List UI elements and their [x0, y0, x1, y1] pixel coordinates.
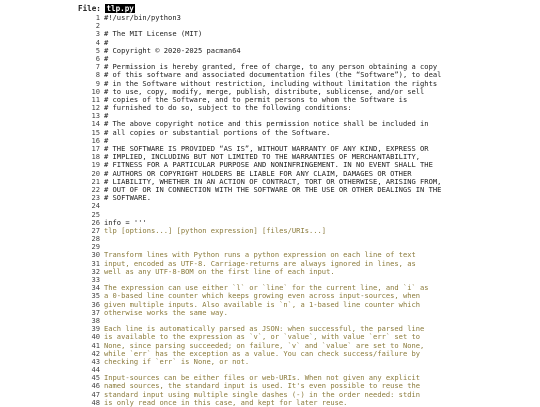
code-line [86, 30, 441, 38]
line-number: 35 [91, 291, 100, 301]
line-text: standard input using multiple single dashes (-) in the order needed: stdin [104, 389, 421, 399]
line-number: 30 [91, 250, 100, 260]
line-text: # of this software and associated documentation files (the “Software”), to deal [104, 70, 442, 80]
line-number: 9 [95, 78, 100, 88]
code-line [86, 235, 441, 243]
line-number: 2 [95, 21, 100, 31]
line-text: # OUT OF OR IN CONNECTION WITH THE SOFTWARE OR THE USE OR OTHER DEALINGS IN THE [104, 184, 442, 194]
code-line [86, 14, 441, 22]
line-number: 21 [91, 176, 100, 186]
line-text: # Permission is hereby granted, free of charge, to any person obtaining a copy [104, 62, 438, 72]
line-text: otherwise works the same way. [104, 307, 228, 317]
line-number: 44 [91, 365, 100, 375]
code-line [86, 194, 441, 202]
line-number: 7 [95, 62, 100, 72]
line-text: # The above copyright notice and this permission notice shall be included in [104, 119, 429, 129]
line-text: # THE SOFTWARE IS PROVIDED “AS IS”, WITHOUT WARRANTY OF ANY KIND, EXPRESS OR [104, 144, 429, 153]
line-number: 4 [95, 37, 100, 47]
line-number: 20 [91, 168, 100, 178]
line-number: 3 [95, 29, 100, 39]
line-text: # FITNESS FOR A PARTICULAR PURPOSE AND NONINFRINGEMENT. IN NO EVENT SHALL THE [104, 160, 433, 170]
line-text: #!/usr/bin/python3 [104, 13, 181, 22]
line-text: a 0-based line counter which keeps growing even across input-sources, when [104, 291, 421, 301]
line-number: 37 [91, 307, 100, 317]
line-number: 6 [95, 53, 100, 63]
line-number: 41 [91, 340, 100, 350]
line-number: 43 [91, 356, 100, 366]
line-text: well as any UTF-8-BOM on the first line of each input. [104, 266, 335, 276]
line-number: 28 [91, 234, 100, 244]
line-text: # SOFTWARE. [104, 193, 151, 203]
line-number: 11 [91, 94, 100, 104]
line-number: 19 [91, 160, 100, 170]
line-text: Each line is automatically parsed as JSON: when successful, the parsed line [104, 324, 425, 334]
line-text: while `err` has the exception as a value. You can check success/failure by [104, 348, 421, 358]
line-number: 47 [91, 389, 100, 399]
file-name: tlp.py [106, 4, 134, 13]
line-text: # IMPLIED, INCLUDING BUT NOT LIMITED TO THE WARRANTIES OF MERCHANTABILITY, [104, 152, 421, 162]
line-number: 8 [95, 70, 100, 80]
line-text: # [104, 37, 109, 47]
line-number: 12 [91, 103, 100, 113]
line-number: 32 [91, 266, 100, 276]
line-text: # [104, 111, 109, 121]
line-number: 48 [91, 397, 100, 407]
line-text: checking if `err` is None, or not. [104, 356, 250, 366]
line-text: # [104, 135, 109, 145]
code-line [86, 202, 441, 210]
code-view[interactable] [86, 14, 441, 407]
line-text: named sources, the standard input is used. It's even possible to reuse the [104, 381, 421, 391]
line-text: info = ''' [104, 217, 147, 227]
code-line [86, 227, 441, 235]
line-number: 5 [95, 45, 100, 55]
line-number: 42 [91, 348, 100, 358]
line-text: is available to the expression as `v`, or `value`, with value `err` set to [104, 332, 421, 342]
line-text: # in the Software without restriction, including without limitation the rights [104, 78, 438, 88]
line-number: 23 [91, 193, 100, 203]
line-number: 39 [91, 324, 100, 334]
code-line [86, 47, 441, 55]
line-number: 17 [91, 144, 100, 153]
line-number: 10 [91, 86, 100, 96]
line-text: Transform lines with Python runs a python expression on each line of text [104, 250, 416, 260]
line-number: 26 [91, 217, 100, 227]
line-text: # to use, copy, modify, merge, publish, distribute, sublicense, and/or sell [104, 86, 425, 96]
line-number: 45 [91, 373, 100, 383]
line-text: # copies of the Software, and to permit persons to whom the Software is [104, 94, 408, 104]
line-text: The expression can use either `l` or `line` for the current line, and `i` as [104, 283, 429, 293]
line-text: Input-sources can be either files or web-URIs. When not given any explicit [104, 373, 421, 383]
code-line [86, 104, 441, 112]
line-number: 1 [95, 13, 100, 22]
line-text: # Copyright © 2020-2025 pacman64 [104, 45, 241, 55]
code-line [86, 399, 441, 407]
file-label: File: [78, 4, 101, 13]
line-number: 29 [91, 242, 100, 252]
code-line [86, 358, 441, 366]
line-number: 16 [91, 135, 100, 145]
code-line [86, 309, 441, 317]
line-number: 46 [91, 381, 100, 391]
line-text: # The MIT License (MIT) [104, 29, 203, 39]
line-number: 22 [91, 184, 100, 194]
code-line [86, 129, 441, 137]
line-text: # furnished to do so, subject to the following conditions: [104, 103, 352, 113]
line-text: None, since parsing succeeded; on failure, `v` and `value` are set to None, [104, 340, 425, 350]
line-text: given multiple inputs. Also available is `n`, a 1-based line counter which [104, 299, 421, 309]
line-number: 31 [91, 258, 100, 268]
line-number: 14 [91, 119, 100, 129]
line-text: input, encoded as UTF-8. Carriage-returns are always ignored in lines, as [104, 258, 416, 268]
code-line [86, 268, 441, 276]
line-number: 24 [91, 201, 100, 211]
line-number: 13 [91, 111, 100, 121]
line-number: 25 [91, 209, 100, 219]
line-number: 27 [91, 225, 100, 235]
line-number: 38 [91, 315, 100, 325]
line-text: # [104, 53, 109, 63]
line-number: 18 [91, 152, 100, 162]
line-text: # LIABILITY, WHETHER IN AN ACTION OF CONTRACT, TORT OR OTHERWISE, ARISING FROM, [104, 176, 442, 186]
line-number: 15 [91, 127, 100, 137]
line-number: 33 [91, 275, 100, 284]
line-number: 36 [91, 299, 100, 309]
line-text: is only read once in this case, and kept for later reuse. [104, 397, 348, 407]
line-number: 34 [91, 283, 100, 293]
line-text: # AUTHORS OR COPYRIGHT HOLDERS BE LIABLE FOR ANY CLAIM, DAMAGES OR OTHER [104, 168, 412, 178]
line-text: tlp [options...] [python expression] [files/URIs...] [104, 225, 327, 235]
line-text: # all copies or substantial portions of the Software. [104, 127, 331, 137]
line-number: 40 [91, 332, 100, 342]
